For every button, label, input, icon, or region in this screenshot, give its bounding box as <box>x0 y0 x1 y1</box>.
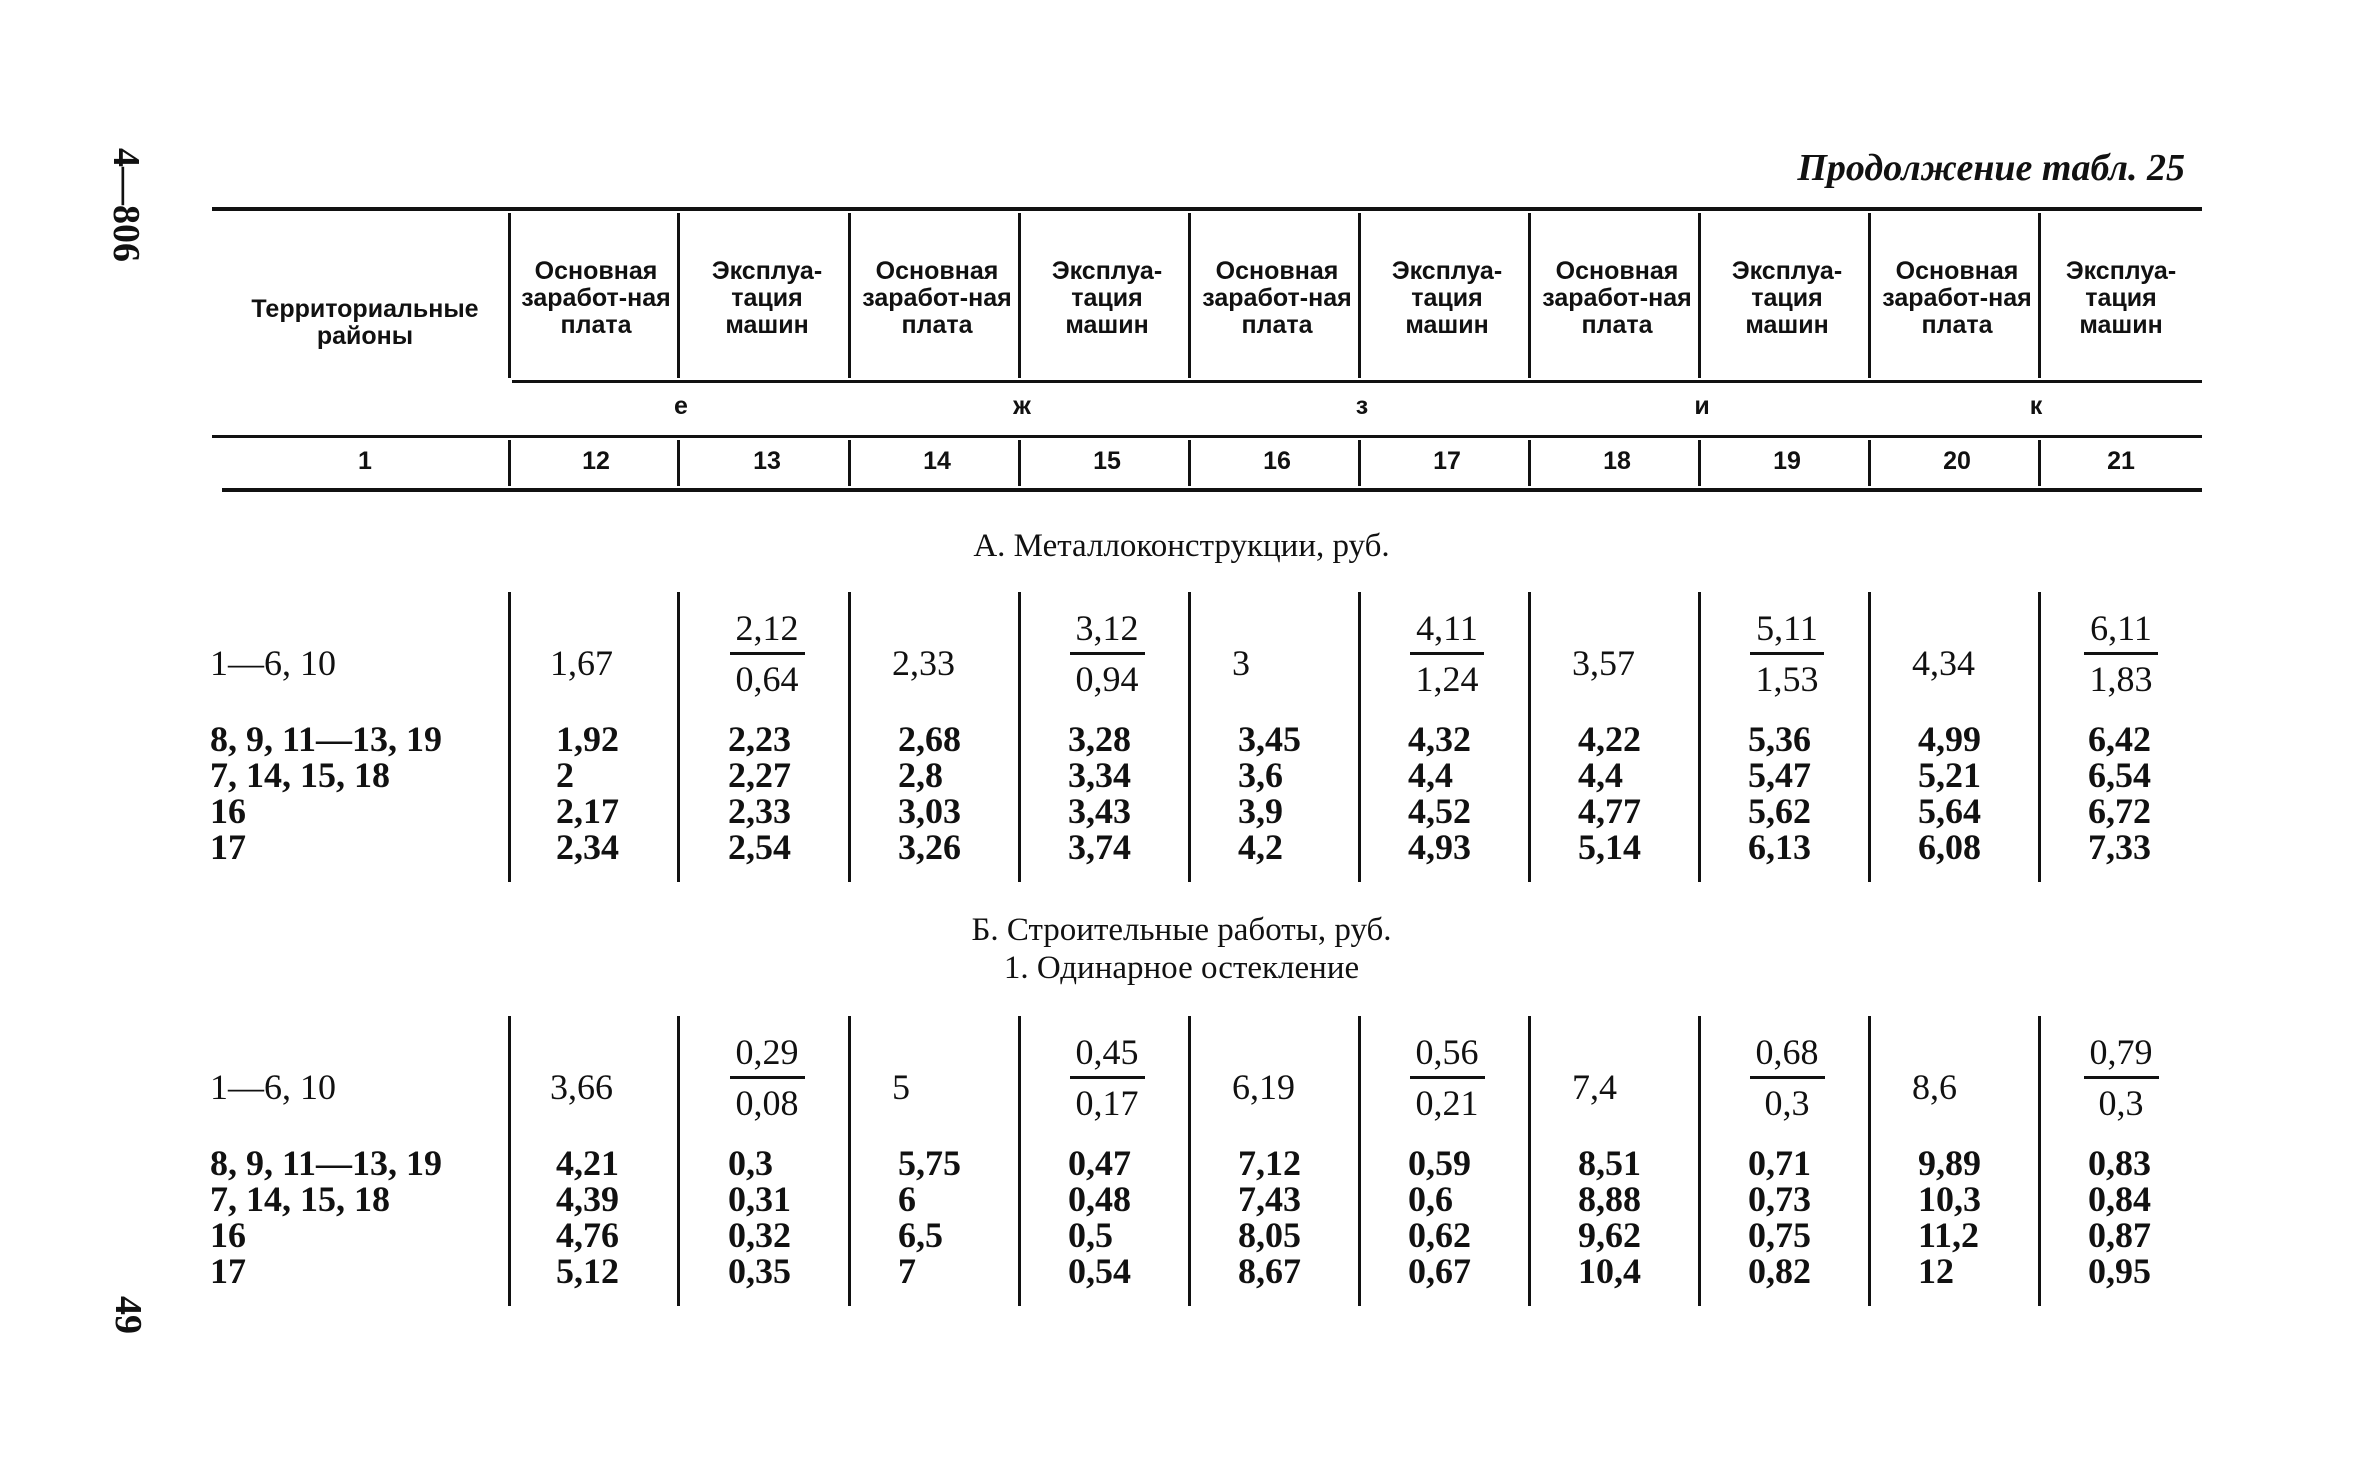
value-cell: 5,62 <box>1748 791 1811 831</box>
value-cell: 4,39 <box>556 1179 619 1219</box>
fraction-cell <box>2042 604 2200 703</box>
value-cell: 3,45 <box>1238 719 1301 759</box>
territory-header: Территориальные районы <box>251 295 479 350</box>
value-cell: 6,54 <box>2088 755 2151 795</box>
value-cell: 0,75 <box>1748 1215 1811 1255</box>
row-label: 17 <box>210 1251 246 1291</box>
fraction-cell <box>682 604 852 703</box>
row-label: 16 <box>210 791 246 831</box>
column-number: 13 <box>753 447 781 475</box>
base-pay-header: Основная заработ-ная плата <box>1202 257 1352 339</box>
value-cell: 7 <box>898 1251 916 1291</box>
fraction-numerator: 6,11 <box>2084 604 2158 655</box>
fraction-numerator: 5,11 <box>1750 604 1824 655</box>
group-letter: к <box>2029 392 2043 420</box>
value-cell: 0,83 <box>2088 1143 2151 1183</box>
body-column-divider <box>1018 1016 1021 1306</box>
value-cell: 8,51 <box>1578 1143 1641 1183</box>
value-cell: 2,27 <box>728 755 791 795</box>
value-cell: 2 <box>556 755 574 795</box>
machine-operation-header: Эксплуа-тация машин <box>2065 257 2177 339</box>
body-column-divider <box>1698 592 1701 882</box>
value-cell: 8,6 <box>1912 1067 1957 1107</box>
value-cell: 2,17 <box>556 791 619 831</box>
column-number: 1 <box>358 447 372 475</box>
value-cell: 7,12 <box>1238 1143 1301 1183</box>
row-label: 17 <box>210 827 246 867</box>
body-column-divider <box>1358 592 1361 882</box>
column-number: 15 <box>1093 447 1121 475</box>
body-column-divider <box>1358 1016 1361 1306</box>
column-number: 18 <box>1603 447 1631 475</box>
value-cell: 0,6 <box>1408 1179 1453 1219</box>
fraction-numerator: 3,12 <box>1070 604 1145 655</box>
fraction-denominator: 0,64 <box>735 659 799 699</box>
body-column-divider <box>508 592 511 882</box>
fraction-denominator: 0,94 <box>1075 659 1139 699</box>
value-cell: 7,43 <box>1238 1179 1301 1219</box>
value-cell: 0,59 <box>1408 1143 1471 1183</box>
value-cell: 3,9 <box>1238 791 1283 831</box>
fraction-numerator: 0,45 <box>1070 1028 1145 1079</box>
value-cell: 3,66 <box>550 1067 613 1107</box>
row-label: 16 <box>210 1215 246 1255</box>
column-number: 12 <box>582 447 610 475</box>
value-cell: 4,77 <box>1578 791 1641 831</box>
machine-operation-header: Эксплуа-тация машин <box>711 257 823 339</box>
fraction-denominator: 1,53 <box>1755 659 1819 699</box>
page-number: 49 <box>107 1296 149 1334</box>
fraction-denominator: 0,17 <box>1075 1083 1139 1123</box>
column-number: 20 <box>1943 447 1971 475</box>
value-cell: 2,34 <box>556 827 619 867</box>
base-pay-header: Основная заработ-ная плата <box>862 257 1012 339</box>
value-cell: 5 <box>892 1067 910 1107</box>
fraction-numerator: 0,79 <box>2084 1028 2159 1079</box>
row-label: 1—6, 10 <box>210 643 336 683</box>
value-cell: 6,19 <box>1232 1067 1295 1107</box>
value-cell: 3,26 <box>898 827 961 867</box>
header-column-divider <box>2038 213 2041 378</box>
value-cell: 4,32 <box>1408 719 1471 759</box>
value-cell: 9,89 <box>1918 1143 1981 1183</box>
fraction-numerator: 0,56 <box>1410 1028 1485 1079</box>
value-cell: 6,72 <box>2088 791 2151 831</box>
value-cell: 3,43 <box>1068 791 1131 831</box>
value-cell: 0,31 <box>728 1179 791 1219</box>
value-cell: 4,22 <box>1578 719 1641 759</box>
fraction-denominator: 1,83 <box>2089 659 2153 699</box>
value-cell: 5,14 <box>1578 827 1641 867</box>
value-cell: 4,76 <box>556 1215 619 1255</box>
header-column-divider <box>677 213 680 378</box>
fraction-cell <box>2042 1028 2200 1127</box>
machine-operation-header: Эксплуа-тация машин <box>1731 257 1843 339</box>
value-cell: 4,34 <box>1912 643 1975 683</box>
value-cell: 6 <box>898 1179 916 1219</box>
fraction-numerator: 0,29 <box>730 1028 805 1079</box>
header-column-divider <box>1188 213 1191 378</box>
value-cell: 7,4 <box>1572 1067 1617 1107</box>
value-cell: 6,13 <box>1748 827 1811 867</box>
section-a-title: А. Металлоконструкции, руб. <box>973 528 1390 564</box>
value-cell: 0,95 <box>2088 1251 2151 1291</box>
group-letter: з <box>1355 392 1369 420</box>
value-cell: 0,35 <box>728 1251 791 1291</box>
column-number: 14 <box>923 447 951 475</box>
value-cell: 3,34 <box>1068 755 1131 795</box>
fraction-denominator: 0,3 <box>1764 1083 1810 1123</box>
group-letter: и <box>1694 392 1710 420</box>
group-letter: е <box>674 392 688 420</box>
fraction-numerator: 2,12 <box>730 604 805 655</box>
value-cell: 8,05 <box>1238 1215 1301 1255</box>
value-cell: 3,28 <box>1068 719 1131 759</box>
value-cell: 2,68 <box>898 719 961 759</box>
header-column-divider <box>1528 213 1531 378</box>
value-cell: 2,33 <box>892 643 955 683</box>
row-label: 8, 9, 11—13, 19 <box>210 719 443 759</box>
value-cell: 5,36 <box>1748 719 1811 759</box>
value-cell: 10,3 <box>1918 1179 1981 1219</box>
value-cell: 0,3 <box>728 1143 773 1183</box>
value-cell: 5,47 <box>1748 755 1811 795</box>
value-cell: 3,6 <box>1238 755 1283 795</box>
header-bottom-rule <box>222 488 2202 492</box>
header-top-rule <box>212 207 2202 211</box>
body-column-divider <box>2038 592 2041 882</box>
body-column-divider <box>1018 592 1021 882</box>
fraction-cell <box>1022 1028 1192 1127</box>
fraction-cell <box>682 1028 852 1127</box>
value-cell: 0,71 <box>1748 1143 1811 1183</box>
value-cell: 4,21 <box>556 1143 619 1183</box>
value-cell: 2,8 <box>898 755 943 795</box>
value-cell: 0,82 <box>1748 1251 1811 1291</box>
value-cell: 0,67 <box>1408 1251 1471 1291</box>
machine-operation-header: Эксплуа-тация машин <box>1391 257 1503 339</box>
value-cell: 0,48 <box>1068 1179 1131 1219</box>
section-b-subtitle: 1. Одинарное остекление <box>1003 950 1360 986</box>
value-cell: 5,64 <box>1918 791 1981 831</box>
section-b-title: Б. Строительные работы, руб. <box>971 912 1392 948</box>
sheet-mark: 4—806 <box>105 148 147 262</box>
value-cell: 2,54 <box>728 827 791 867</box>
col-number-top-rule <box>212 435 2202 438</box>
header-column-divider <box>1358 213 1361 378</box>
value-cell: 4,2 <box>1238 827 1283 867</box>
header-column-divider <box>848 213 851 378</box>
value-cell: 9,62 <box>1578 1215 1641 1255</box>
value-cell: 6,5 <box>898 1215 943 1255</box>
value-cell: 5,12 <box>556 1251 619 1291</box>
value-cell: 4,99 <box>1918 719 1981 759</box>
group-rule <box>512 380 1202 383</box>
body-column-divider <box>677 592 680 882</box>
base-pay-header: Основная заработ-ная плата <box>1882 257 2032 339</box>
value-cell: 12 <box>1918 1251 1954 1291</box>
body-column-divider <box>508 1016 511 1306</box>
fraction-denominator: 0,3 <box>2098 1083 2144 1123</box>
value-cell: 0,54 <box>1068 1251 1131 1291</box>
value-cell: 6,42 <box>2088 719 2151 759</box>
value-cell: 0,62 <box>1408 1215 1471 1255</box>
body-column-divider <box>1698 1016 1701 1306</box>
fraction-cell <box>1362 1028 1532 1127</box>
group-letter: ж <box>1013 392 1031 420</box>
row-label: 7, 14, 15, 18 <box>210 755 390 795</box>
header-column-divider <box>1018 213 1021 378</box>
value-cell: 10,4 <box>1578 1251 1641 1291</box>
value-cell: 0,87 <box>2088 1215 2151 1255</box>
value-cell: 0,73 <box>1748 1179 1811 1219</box>
group-rule <box>1197 380 2202 383</box>
value-cell: 0,32 <box>728 1215 791 1255</box>
value-cell: 11,2 <box>1918 1215 1980 1255</box>
value-cell: 0,84 <box>2088 1179 2151 1219</box>
value-cell: 0,5 <box>1068 1215 1113 1255</box>
machine-operation-header: Эксплуа-тация машин <box>1051 257 1163 339</box>
fraction-cell <box>1022 604 1192 703</box>
value-cell: 3,74 <box>1068 827 1131 867</box>
fraction-numerator: 0,68 <box>1750 1028 1825 1079</box>
column-number: 16 <box>1263 447 1291 475</box>
header-column-divider <box>1868 213 1871 378</box>
fraction-denominator: 0,08 <box>735 1083 799 1123</box>
value-cell: 3,03 <box>898 791 961 831</box>
value-cell: 8,88 <box>1578 1179 1641 1219</box>
value-cell: 1,92 <box>556 719 619 759</box>
value-cell: 4,4 <box>1408 755 1453 795</box>
fraction-denominator: 1,24 <box>1415 659 1479 699</box>
row-label: 7, 14, 15, 18 <box>210 1179 390 1219</box>
value-cell: 4,93 <box>1408 827 1471 867</box>
value-cell: 3 <box>1232 643 1250 683</box>
value-cell: 3,57 <box>1572 643 1635 683</box>
value-cell: 6,08 <box>1918 827 1981 867</box>
value-cell: 2,33 <box>728 791 791 831</box>
body-column-divider <box>2038 1016 2041 1306</box>
column-number: 17 <box>1433 447 1461 475</box>
base-pay-header: Основная заработ-ная плата <box>1542 257 1692 339</box>
fraction-numerator: 4,11 <box>1410 604 1484 655</box>
value-cell: 5,75 <box>898 1143 961 1183</box>
value-cell: 0,47 <box>1068 1143 1131 1183</box>
fraction-cell <box>1702 604 1872 703</box>
fraction-cell <box>1362 604 1532 703</box>
body-column-divider <box>677 1016 680 1306</box>
value-cell: 8,67 <box>1238 1251 1301 1291</box>
value-cell: 2,23 <box>728 719 791 759</box>
header-column-divider <box>1698 213 1701 378</box>
fraction-cell <box>1702 1028 1872 1127</box>
base-pay-header: Основная заработ-ная плата <box>521 257 671 339</box>
row-label: 1—6, 10 <box>210 1067 336 1107</box>
fraction-denominator: 0,21 <box>1415 1083 1479 1123</box>
row-label: 8, 9, 11—13, 19 <box>210 1143 443 1183</box>
value-cell: 4,4 <box>1578 755 1623 795</box>
column-number: 19 <box>1773 447 1801 475</box>
value-cell: 7,33 <box>2088 827 2151 867</box>
column-number: 21 <box>2107 447 2135 475</box>
table-caption: Продолжение табл. 25 <box>1797 147 2185 189</box>
value-cell: 1,67 <box>550 643 613 683</box>
value-cell: 4,52 <box>1408 791 1471 831</box>
value-cell: 5,21 <box>1918 755 1981 795</box>
